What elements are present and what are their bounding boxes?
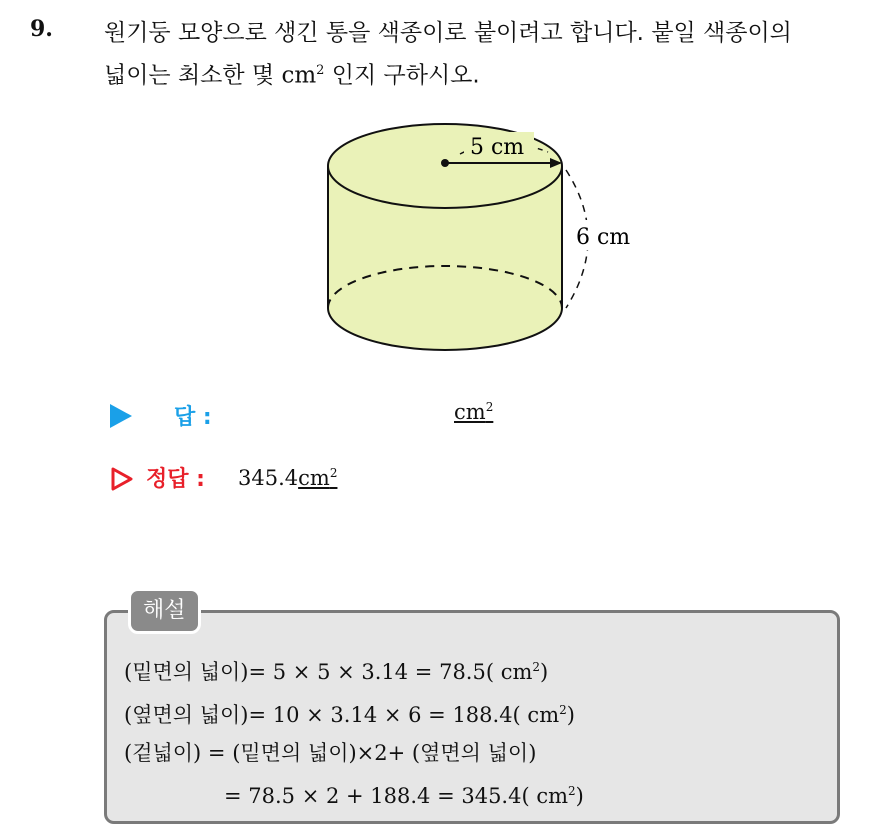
solution-line-2 (124, 691, 584, 734)
question-text (104, 14, 874, 95)
outline-triangle-icon (110, 466, 134, 492)
correct-unit-text: cm (298, 466, 330, 490)
solution-lines (124, 648, 584, 815)
correct-unit-exponent: 2 (329, 466, 338, 480)
correct-value (238, 466, 337, 490)
answer-unit-text: cm (454, 400, 486, 424)
correct-label: 정답 : (146, 467, 205, 492)
answer-unit-exponent: 2 (485, 400, 494, 414)
solution-line-4 (124, 772, 584, 815)
solution-line-4-exp: 2 (568, 784, 576, 798)
solution-line-2-text: (옆면의 넓이)= 10 × 3.14 × 6 = 188.4( cm (124, 703, 560, 727)
correct-answer-row (110, 462, 530, 502)
solution-line-2-exp: 2 (559, 703, 567, 717)
correct-unit (298, 466, 337, 490)
solution-line-1 (124, 648, 584, 691)
question-line-2-text: 넓이는 최소한 몇 (104, 62, 282, 89)
solution-line-4-text: = 78.5 × 2 + 188.4 = 345.4( cm (224, 784, 569, 808)
answer-label: 답 : (174, 405, 212, 430)
answer-blank-unit[interactable] (454, 400, 493, 424)
question-line-2 (104, 52, 874, 95)
solution-line-2-close: ) (566, 703, 575, 727)
solution-line-1-exp: 2 (532, 660, 541, 674)
correct-number: 345.4 (238, 466, 299, 490)
question-unit: cm (281, 62, 317, 89)
solution-line-1-text: (밑면의 넓이)= 5 × 5 × 3.14 = 78.5( cm (124, 660, 533, 684)
question-number: 9. (30, 16, 53, 42)
solution-line-4-close: ) (575, 784, 584, 808)
height-label: 6 cm (576, 225, 631, 250)
question-unit-exponent: 2 (316, 63, 325, 78)
play-triangle-icon (110, 404, 132, 428)
solution-line-3: (겉넓이) = (밑면의 넓이)×2+ (옆면의 넓이) (124, 741, 537, 765)
question-line-2-end: 인지 구하시오. (324, 62, 480, 89)
solution-tag: 해설 (128, 588, 201, 634)
question-line-1: 원기둥 모양으로 생긴 통을 색종이로 붙이려고 합니다. 붙일 색종이의 (104, 20, 792, 46)
radius-label: 5 cm (470, 135, 525, 160)
cylinder-figure (310, 120, 650, 360)
answer-row (110, 398, 530, 434)
solution-line-1-close: ) (540, 660, 549, 684)
